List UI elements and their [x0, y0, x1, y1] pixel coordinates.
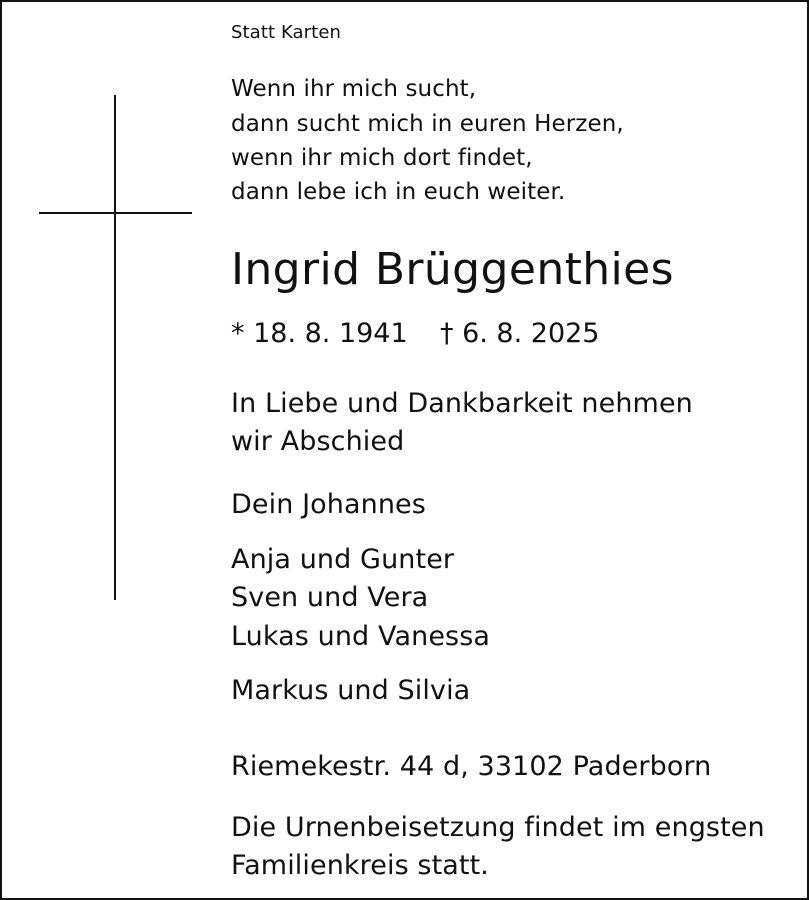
death-date: † 6. 8. 2025: [440, 318, 600, 349]
mourner-family-3: Lukas und Vanessa: [231, 621, 491, 652]
deceased-name: Ingrid Brüggenthies: [231, 244, 674, 295]
address: Riemekestr. 44 d, 33102 Paderborn: [231, 751, 712, 782]
poem-line-4: dann lebe ich in euch weiter.: [231, 179, 566, 205]
birth-date: * 18. 8. 1941: [231, 318, 408, 349]
mourner-family-2: Sven und Vera: [231, 582, 429, 613]
farewell-line-1: In Liebe und Dankbarkeit nehmen: [231, 388, 693, 419]
mourner-family-1: Anja und Gunter: [231, 544, 455, 575]
poem-line-3: wenn ihr mich dort findet,: [231, 145, 533, 171]
statt-karten-label: Statt Karten: [231, 22, 342, 43]
poem-line-1: Wenn ihr mich sucht,: [231, 76, 477, 102]
mourner-spouse: Dein Johannes: [231, 489, 426, 520]
cross-vertical-bar: [114, 95, 116, 600]
mourner-family-4: Markus und Silvia: [231, 675, 471, 706]
poem-line-2: dann sucht mich in euren Herzen,: [231, 111, 624, 137]
cross-horizontal-bar: [39, 212, 192, 214]
burial-notice-line-1: Die Urnenbeisetzung findet im engsten: [231, 812, 765, 843]
farewell-line-2: wir Abschied: [231, 426, 405, 457]
burial-notice-line-2: Familienkreis statt.: [231, 850, 489, 881]
